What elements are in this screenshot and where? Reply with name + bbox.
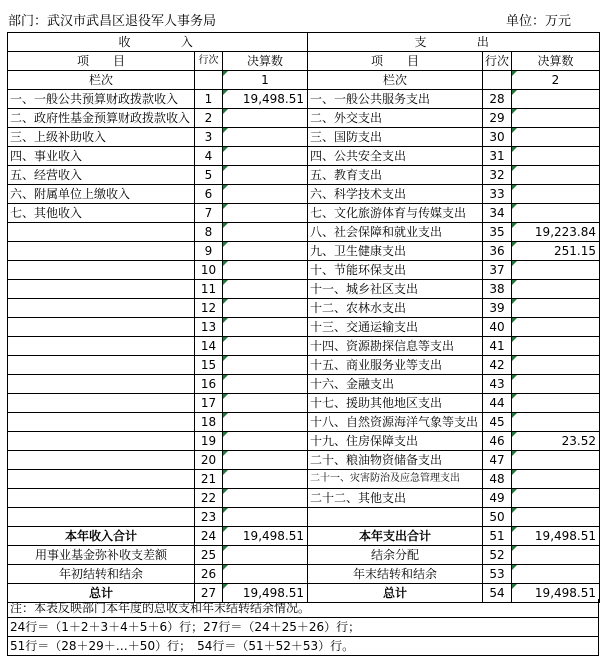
income-row-no: 20: [195, 451, 223, 470]
income-item: [8, 470, 195, 489]
income-item: [8, 261, 195, 280]
income-row-no: 2: [195, 109, 223, 128]
expense-item: 九、卫生健康支出: [308, 242, 483, 261]
expense-amount: [512, 508, 600, 527]
expense-item: 十三、交通运输支出: [308, 318, 483, 337]
income-total-amount: [223, 546, 308, 565]
income-row-no: 1: [195, 90, 223, 109]
income-item: [8, 413, 195, 432]
expense-amount: [512, 470, 600, 489]
expense-item: 二十一、灾害防治及应急管理支出: [308, 470, 483, 489]
income-item: [8, 280, 195, 299]
expense-item: 二十、粮油物资储备支出: [308, 451, 483, 470]
expense-column-number: 2: [512, 71, 600, 90]
income-row-no: 7: [195, 204, 223, 223]
income-total-label: 用事业基金弥补收支差额: [8, 546, 195, 565]
expense-row-no: 35: [483, 223, 512, 242]
expense-total-amount: [512, 565, 600, 584]
income-item: 五、经营收入: [8, 166, 195, 185]
table-row: [8, 508, 600, 527]
income-item: 二、政府性基金预算财政拨款收入: [8, 109, 195, 128]
expense-amount: [512, 451, 600, 470]
column-label-row: [8, 71, 600, 90]
income-item: 七、其他收入: [8, 204, 195, 223]
income-budget-header: 决算数: [223, 52, 308, 71]
expense-amount: [512, 185, 600, 204]
income-total-amount: 19,498.51: [223, 584, 308, 603]
table-row: [8, 109, 600, 128]
income-row-no: 4: [195, 147, 223, 166]
expense-row-no: 44: [483, 394, 512, 413]
expense-total-row-no: 54: [483, 584, 512, 603]
income-item: 一、一般公共预算财政拨款收入: [8, 90, 195, 109]
table-row: [8, 394, 600, 413]
income-column-number: 1: [223, 71, 308, 90]
income-amount: [223, 356, 308, 375]
income-item: [8, 299, 195, 318]
income-item: [8, 432, 195, 451]
table-row: [8, 432, 600, 451]
expense-amount: [512, 128, 600, 147]
income-amount: [223, 413, 308, 432]
table-row: [8, 413, 600, 432]
table-row: [8, 280, 600, 299]
expense-item: 十七、援助其他地区支出: [308, 394, 483, 413]
income-amount: [223, 280, 308, 299]
expense-row-no: 47: [483, 451, 512, 470]
expense-row-no: 36: [483, 242, 512, 261]
table-row: [8, 166, 600, 185]
income-row-no: 8: [195, 223, 223, 242]
expense-row-no: 43: [483, 375, 512, 394]
income-item: [8, 356, 195, 375]
report-header: [0, 0, 604, 32]
expense-row-no: 41: [483, 337, 512, 356]
income-total-label: 年初结转和结余: [8, 565, 195, 584]
expense-row-no: 45: [483, 413, 512, 432]
income-amount: [223, 375, 308, 394]
income-row-no: 16: [195, 375, 223, 394]
income-item: [8, 223, 195, 242]
total-row: [8, 565, 600, 584]
table-row: [8, 147, 600, 166]
expense-amount: [512, 261, 600, 280]
income-item: 六、附属单位上缴收入: [8, 185, 195, 204]
expense-amount: [512, 147, 600, 166]
table-row: [8, 185, 600, 204]
income-expense-table: [7, 32, 600, 603]
income-amount: [223, 470, 308, 489]
income-row-no: 12: [195, 299, 223, 318]
expense-amount: [512, 413, 600, 432]
income-item: 四、事业收入: [8, 147, 195, 166]
income-amount: [223, 489, 308, 508]
expense-amount: [512, 166, 600, 185]
expense-amount: [512, 375, 600, 394]
income-amount: [223, 337, 308, 356]
income-amount: [223, 318, 308, 337]
table-row: [8, 299, 600, 318]
income-amount: 19,498.51: [223, 90, 308, 109]
column-header-row: [8, 52, 600, 71]
expense-amount: [512, 318, 600, 337]
income-rowno-header: 行次: [195, 52, 223, 71]
income-item: [8, 394, 195, 413]
expense-section-header: 支 出: [308, 33, 600, 52]
note-line: 24行＝（1＋2＋3＋4＋5＋6）行；27行＝（24＋25＋26）行；: [7, 618, 599, 637]
income-total-label: 本年收入合计: [8, 527, 195, 546]
expense-item: 十二、农林水支出: [308, 299, 483, 318]
section-header-row: [8, 33, 600, 52]
income-item: [8, 451, 195, 470]
expense-row-no: 28: [483, 90, 512, 109]
expense-item: 四、公共安全支出: [308, 147, 483, 166]
expense-row-no: 42: [483, 356, 512, 375]
table-row: [8, 375, 600, 394]
income-amount: [223, 223, 308, 242]
expense-amount: [512, 204, 600, 223]
expense-amount: 19,223.84: [512, 223, 600, 242]
income-item: [8, 337, 195, 356]
income-row-no: 14: [195, 337, 223, 356]
expense-amount: [512, 337, 600, 356]
income-amount: [223, 128, 308, 147]
income-total-row-no: 24: [195, 527, 223, 546]
income-row-no: 21: [195, 470, 223, 489]
income-amount: [223, 299, 308, 318]
table-row: [8, 337, 600, 356]
table-row: [8, 223, 600, 242]
income-row-no: 15: [195, 356, 223, 375]
income-amount: [223, 204, 308, 223]
income-amount: [223, 147, 308, 166]
income-item: [8, 375, 195, 394]
income-total-amount: [223, 565, 308, 584]
income-row-no: 22: [195, 489, 223, 508]
table-row: [8, 470, 600, 489]
expense-item: 五、教育支出: [308, 166, 483, 185]
income-total-row-no: 25: [195, 546, 223, 565]
total-row: [8, 527, 600, 546]
income-amount: [223, 242, 308, 261]
income-item: [8, 489, 195, 508]
expense-row-no: 33: [483, 185, 512, 204]
expense-total-label: 本年支出合计: [308, 527, 483, 546]
income-amount: [223, 185, 308, 204]
income-amount: [223, 261, 308, 280]
expense-item: 七、文化旅游体育与传媒支出: [308, 204, 483, 223]
expense-total-label: 年末结转和结余: [308, 565, 483, 584]
expense-row-no: 40: [483, 318, 512, 337]
income-item: [8, 242, 195, 261]
note-line: 51行＝（28＋29＋…＋50）行； 54行＝（51＋52＋53）行。: [7, 637, 599, 656]
expense-row-no: 34: [483, 204, 512, 223]
expense-amount: [512, 489, 600, 508]
expense-row-no: 30: [483, 128, 512, 147]
expense-row-no: 49: [483, 489, 512, 508]
total-row: [8, 546, 600, 565]
expense-row-no: 37: [483, 261, 512, 280]
income-amount: [223, 508, 308, 527]
income-section-header: 收 入: [8, 33, 308, 52]
expense-total-row-no: 51: [483, 527, 512, 546]
expense-row-no: 50: [483, 508, 512, 527]
income-amount: [223, 394, 308, 413]
income-row-no: 13: [195, 318, 223, 337]
expense-item: 二十二、其他支出: [308, 489, 483, 508]
expense-row-no: 29: [483, 109, 512, 128]
expense-budget-header: 决算数: [512, 52, 600, 71]
income-row-no: 9: [195, 242, 223, 261]
expense-item: 十五、商业服务业等支出: [308, 356, 483, 375]
income-column-label-blank: [195, 71, 223, 90]
income-row-no: 3: [195, 128, 223, 147]
expense-amount: [512, 109, 600, 128]
table-row: [8, 204, 600, 223]
expense-amount: 251.15: [512, 242, 600, 261]
expense-item: 八、社会保障和就业支出: [308, 223, 483, 242]
table-row: [8, 90, 600, 109]
expense-total-amount: [512, 546, 600, 565]
expense-amount: [512, 356, 600, 375]
expense-row-no: 38: [483, 280, 512, 299]
expense-amount: [512, 394, 600, 413]
expense-total-amount: 19,498.51: [512, 584, 600, 603]
expense-amount: 23.52: [512, 432, 600, 451]
expense-total-label: 总计: [308, 584, 483, 603]
income-total-row-no: 26: [195, 565, 223, 584]
table-row: [8, 489, 600, 508]
expense-item: 十八、自然资源海洋气象等支出: [308, 413, 483, 432]
income-row-no: 10: [195, 261, 223, 280]
income-amount: [223, 432, 308, 451]
expense-item: 十四、资源勘探信息等支出: [308, 337, 483, 356]
expense-item: 十六、金融支出: [308, 375, 483, 394]
expense-total-row-no: 52: [483, 546, 512, 565]
expense-total-row-no: 53: [483, 565, 512, 584]
income-item: [8, 318, 195, 337]
income-row-no: 11: [195, 280, 223, 299]
expense-item: 二、外交支出: [308, 109, 483, 128]
expense-row-no: 46: [483, 432, 512, 451]
expense-item: [308, 508, 483, 527]
table-row: [8, 451, 600, 470]
table-row: [8, 128, 600, 147]
expense-column-label-blank: [483, 71, 512, 90]
table-row: [8, 261, 600, 280]
income-column-label: 栏次: [8, 71, 195, 90]
expense-rowno-header: 行次: [483, 52, 512, 71]
income-amount: [223, 451, 308, 470]
income-row-no: 18: [195, 413, 223, 432]
table-row: [8, 356, 600, 375]
expense-item-header: 项 目: [308, 52, 483, 71]
expense-item: 三、国防支出: [308, 128, 483, 147]
expense-row-no: 48: [483, 470, 512, 489]
expense-total-amount: 19,498.51: [512, 527, 600, 546]
expense-item: 十九、住房保障支出: [308, 432, 483, 451]
income-total-amount: 19,498.51: [223, 527, 308, 546]
note-line: 注：本表反映部门本年度的总收支和年末结转结余情况。: [7, 599, 599, 618]
income-amount: [223, 109, 308, 128]
income-row-no: 17: [195, 394, 223, 413]
expense-amount: [512, 280, 600, 299]
table-row: [8, 242, 600, 261]
table-row: [8, 318, 600, 337]
expense-item: 一、一般公共服务支出: [308, 90, 483, 109]
expense-total-label: 结余分配: [308, 546, 483, 565]
income-total-label: 总计: [8, 584, 195, 603]
expense-column-label: 栏次: [308, 71, 483, 90]
income-row-no: 5: [195, 166, 223, 185]
expense-item: 十一、城乡社区支出: [308, 280, 483, 299]
expense-amount: [512, 90, 600, 109]
income-row-no: 19: [195, 432, 223, 451]
notes-block: [7, 599, 599, 656]
income-item: [8, 508, 195, 527]
expense-item: 十、节能环保支出: [308, 261, 483, 280]
income-item-header: 项 目: [8, 52, 195, 71]
income-amount: [223, 166, 308, 185]
expense-row-no: 32: [483, 166, 512, 185]
income-item: 三、上级补助收入: [8, 128, 195, 147]
expense-item: 六、科学技术支出: [308, 185, 483, 204]
unit-label: 单位：万元: [506, 14, 572, 29]
department-label: 部门：武汉市武昌区退役军人事务局: [8, 14, 217, 29]
income-total-row-no: 27: [195, 584, 223, 603]
expense-amount: [512, 299, 600, 318]
expense-row-no: 39: [483, 299, 512, 318]
income-row-no: 6: [195, 185, 223, 204]
expense-row-no: 31: [483, 147, 512, 166]
income-row-no: 23: [195, 508, 223, 527]
